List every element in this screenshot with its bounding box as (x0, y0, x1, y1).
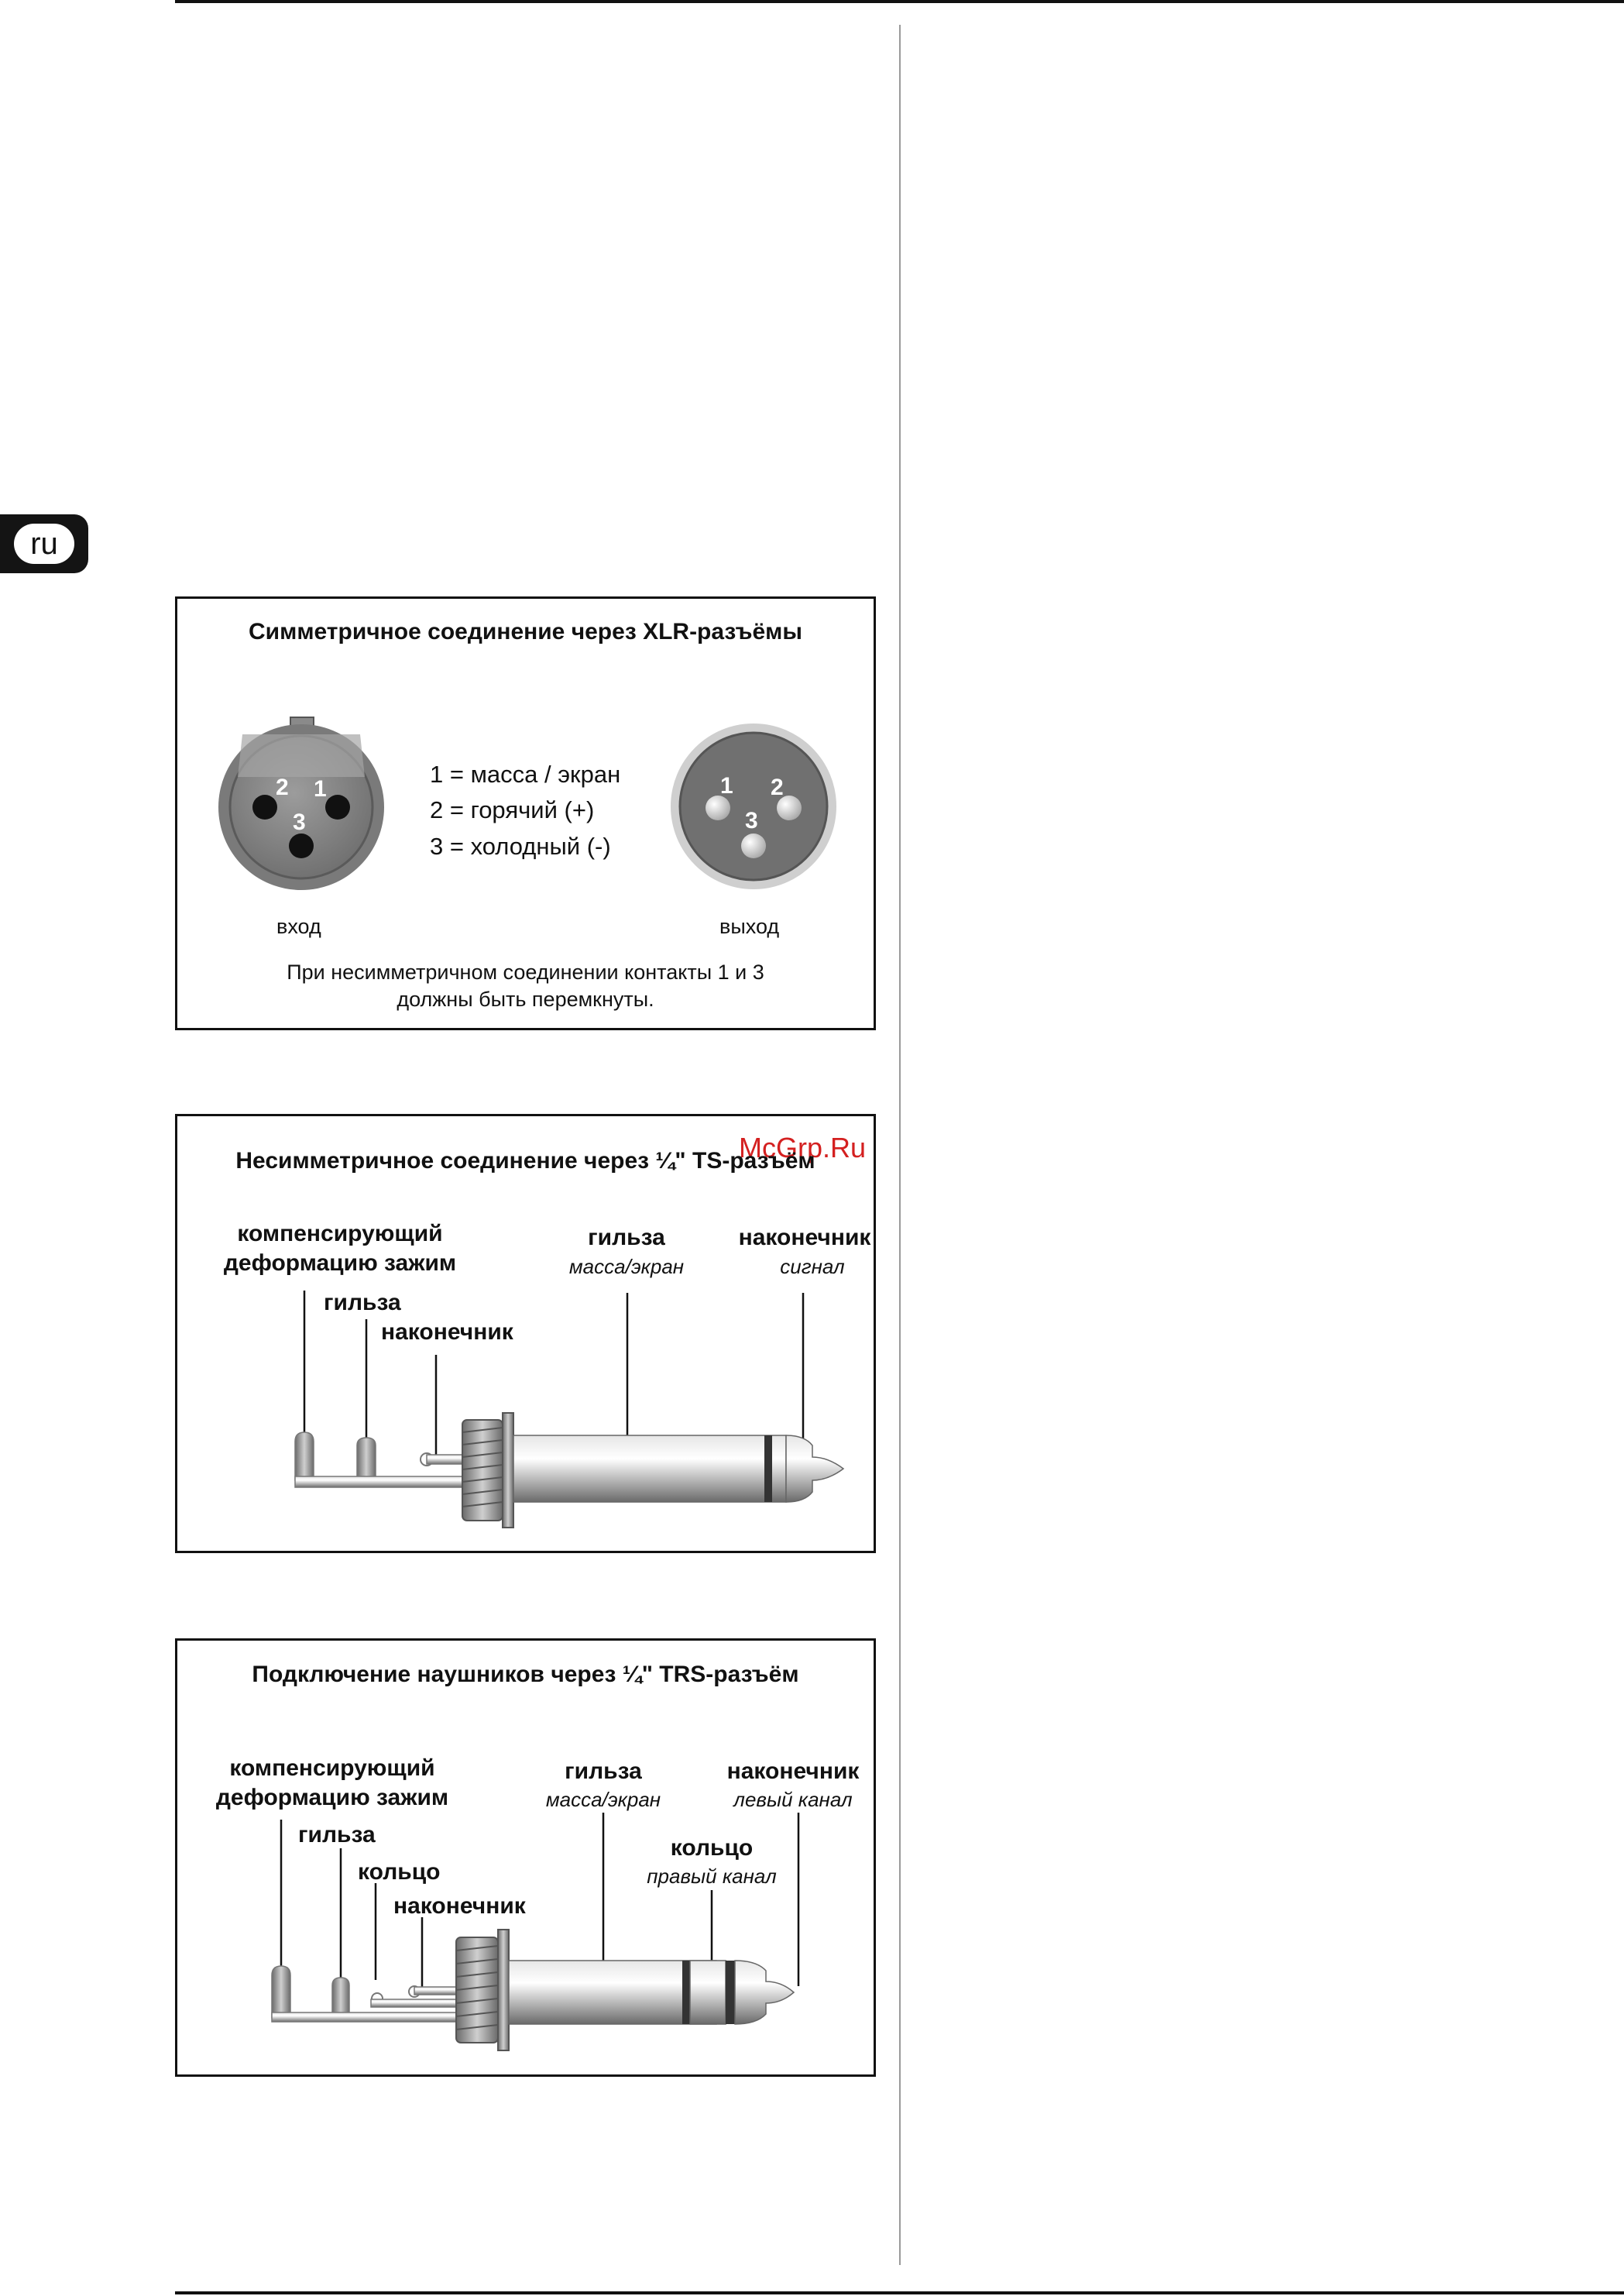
ts-sleeve-lug-label: гильза (324, 1290, 401, 1315)
xlr-diagram-box (175, 596, 876, 1030)
ts-plug-drawing (177, 1116, 874, 1551)
xlr-input-pin-2 (252, 795, 277, 820)
xlr-legend-pin-1: 1 = масса / экран (430, 761, 621, 788)
xlr-input-pin-3 (289, 834, 314, 858)
trs-title: Подключение наушников через ¼" TRS-разъём (252, 1662, 799, 1687)
xlr-output-label: выход (719, 915, 780, 938)
language-tab (0, 514, 88, 573)
xlr-legend-pin-3: 3 = холодный (-) (430, 833, 611, 860)
ts-title: Несимметричное соединение через ¼" TS-разъём (235, 1148, 815, 1174)
trs-strain-relief-label-line-1: компенсирующий (229, 1755, 435, 1781)
trs-ring-sub-label: правый канал (647, 1865, 777, 1888)
bottom-rule (175, 2291, 1624, 2294)
top-rule (175, 0, 1624, 3)
trs-strain-relief-label-line-2: деформацию зажим (215, 1785, 449, 1810)
xlr-input-pin-label-3: 3 (293, 809, 306, 835)
ts-strain-relief-label-line-2: деформацию зажим (223, 1250, 457, 1276)
xlr-output-pin-3 (741, 834, 766, 858)
trs-tip-label: наконечник (726, 1758, 860, 1784)
ts-sleeve-sub-label: масса/экран (568, 1255, 685, 1278)
xlr-note-line-1: При несимметричном соединении контакты 1 и 3 (287, 961, 764, 984)
ts-tip-lug-label: наконечник (381, 1319, 513, 1345)
xlr-output-pin-label-1: 1 (720, 773, 733, 799)
trs-ring-label: кольцо (670, 1835, 754, 1861)
trs-sleeve-label: гильза (565, 1758, 642, 1784)
xlr-output-pin-label-3: 3 (745, 808, 758, 834)
xlr-output-connector (671, 724, 836, 889)
trs-sleeve-lug-label: гильза (298, 1822, 376, 1847)
xlr-input-connector (218, 717, 384, 890)
trs-ring-lug-label: кольцо (358, 1859, 441, 1885)
trs-tip-lug-label: наконечник (393, 1893, 526, 1919)
language-tab-label: ru (14, 524, 74, 564)
ts-diagram-box (175, 1114, 876, 1553)
ts-tip-sub-label: сигнал (780, 1255, 845, 1278)
xlr-input-pin-label-2: 2 (276, 775, 289, 800)
watermark: McGrp.Ru (739, 1132, 867, 1163)
trs-tip-sub-label: левый канал (733, 1788, 853, 1811)
trs-sleeve-sub-label: масса/экран (545, 1788, 661, 1811)
xlr-note-line-2: должны быть перемкнуты. (397, 988, 654, 1011)
xlr-input-pin-label-1: 1 (314, 776, 327, 802)
ts-strain-relief-label-line-1: компенсирующий (237, 1221, 443, 1246)
column-divider (899, 25, 901, 2265)
xlr-input-pin-1 (325, 795, 350, 820)
xlr-input-label: вход (276, 915, 321, 938)
trs-diagram-box (175, 1638, 876, 2077)
ts-sleeve-label: гильза (588, 1225, 665, 1250)
xlr-legend-pin-2: 2 = горячий (+) (430, 796, 595, 823)
xlr-output-pin-label-2: 2 (771, 775, 784, 800)
ts-tip-label: наконечник (738, 1225, 871, 1250)
xlr-title: Симметричное соединение через XLR-разъёмы (249, 619, 802, 644)
